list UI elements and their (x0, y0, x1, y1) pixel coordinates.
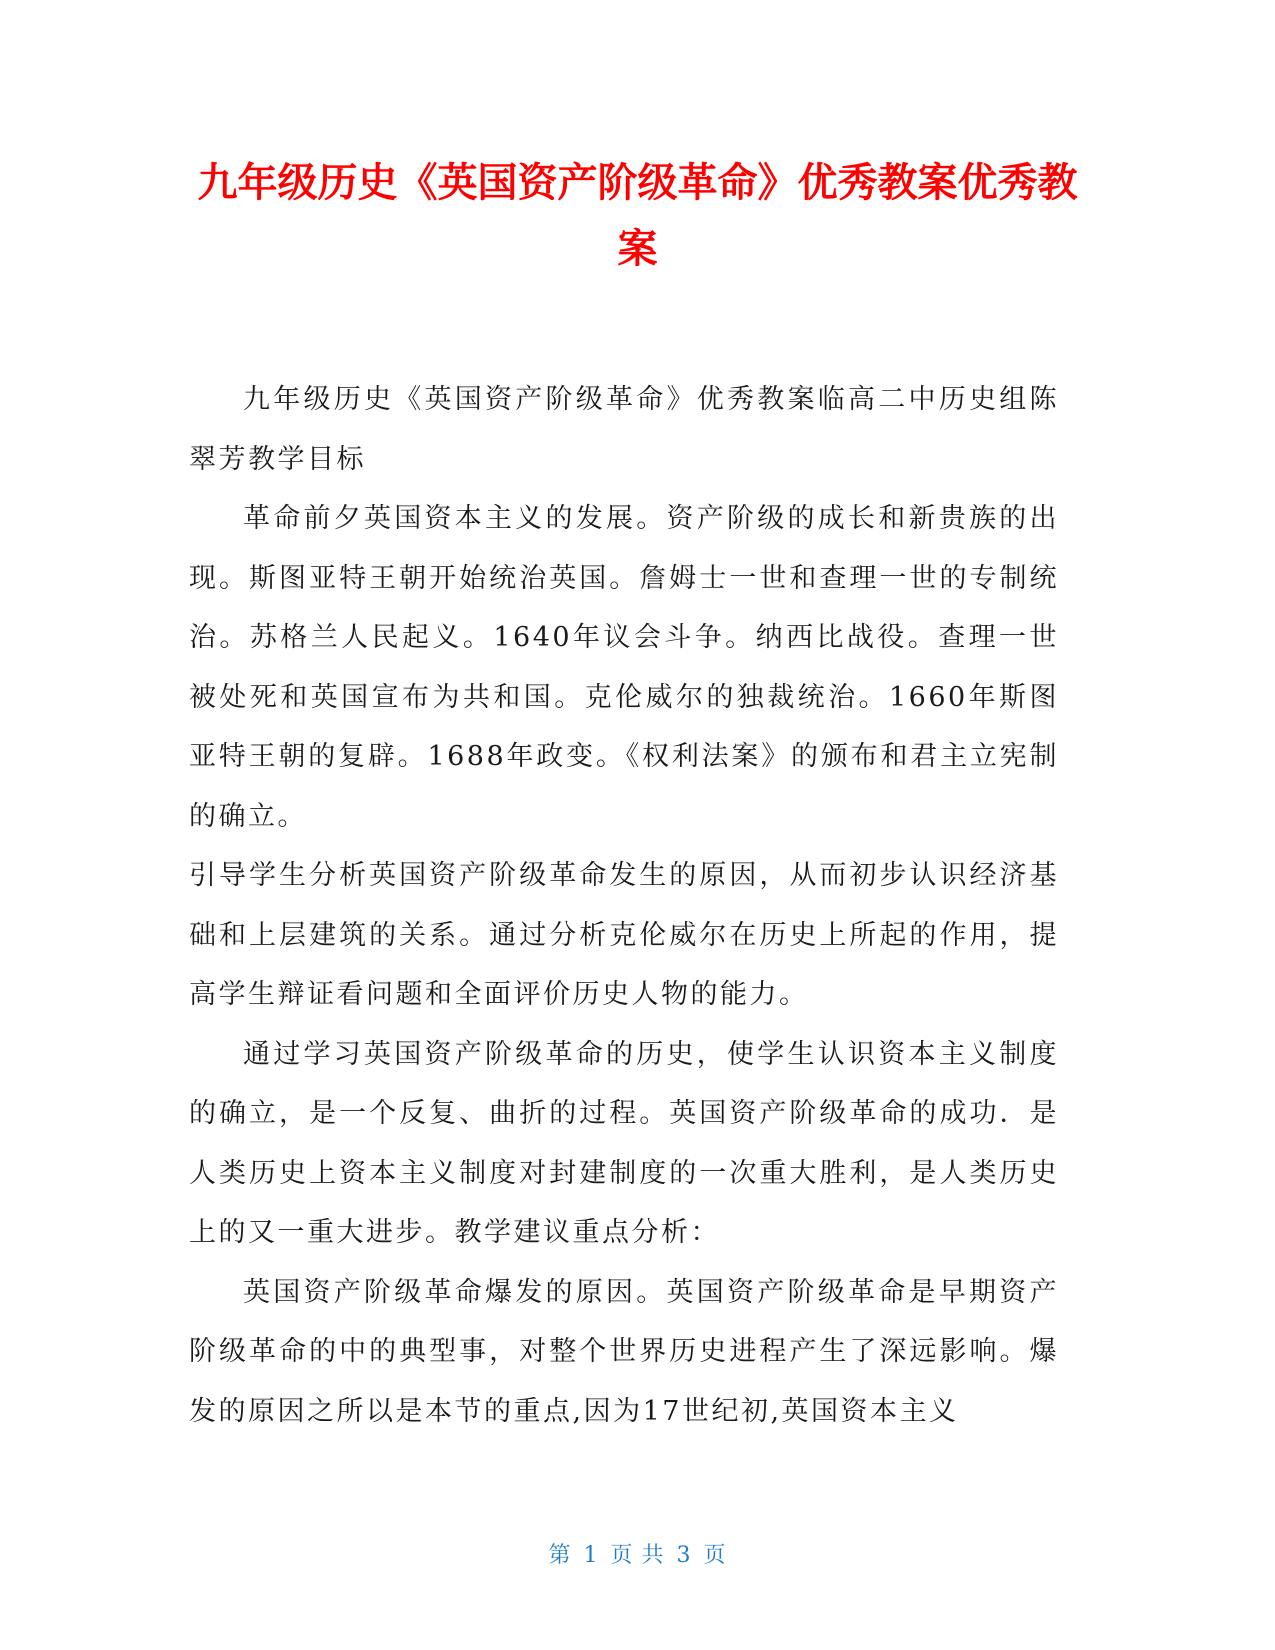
document-title: 九年级历史《英国资产阶级革命》优秀教案优秀教案 (197, 160, 1078, 272)
paragraph-intro: 九年级历史《英国资产阶级革命》优秀教案临高二中历史组陈翠芳教学目标 (189, 384, 1059, 475)
page-footer (0, 1538, 1275, 1569)
footer-suffix: 页 (703, 1543, 727, 1568)
paragraph-education-goals: 通过学习英国资产阶级革命的历史，使学生认识资本主义制度的确立，是一个反复、曲折的过程。英国资产阶级革命的成功．是人类历史上资本主义制度对封建制度的一次重大胜利，是人类历史上的又一重大进步。教学建议重点分析： (189, 1038, 1059, 1248)
paragraph-content-outline: 革命前夕英国资本主义的发展。资产阶级的成长和新贵族的出现。斯图亚特王朝开始统治英国。詹姆士一世和查理一世的专制统治。苏格兰人民起义。1640年议会斗争。纳西比战役。查理一世被处死和英国宣布为共和国。克伦威尔的独裁统治。1660年斯图亚特王朝的复辟。1688年政变。《权利法案》的颁布和君主立宪制的确立。 (189, 503, 1059, 832)
paragraph-ability-goals: 引导学生分析英国资产阶级革命发生的原因，从而初步认识经济基础和上层建筑的关系。通过分析克伦威尔在历史上所起的作用，提高学生辩证看问题和全面评价历史人物的能力。 (189, 860, 1059, 1010)
footer-middle: 页 共 (610, 1543, 665, 1568)
footer-prefix: 第 (548, 1543, 572, 1568)
footer-total-pages: 3 (676, 1543, 692, 1568)
footer-current-page: 1 (583, 1543, 599, 1568)
document-body (189, 370, 1059, 1441)
paragraph-key-analysis: 英国资产阶级革命爆发的原因。英国资产阶级革命是早期资产阶级革命的中的典型事，对整个世界历史进程产生了深远影响。爆发的原因之所以是本节的重点,因为17世纪初,英国资本主义 (189, 1276, 1059, 1427)
